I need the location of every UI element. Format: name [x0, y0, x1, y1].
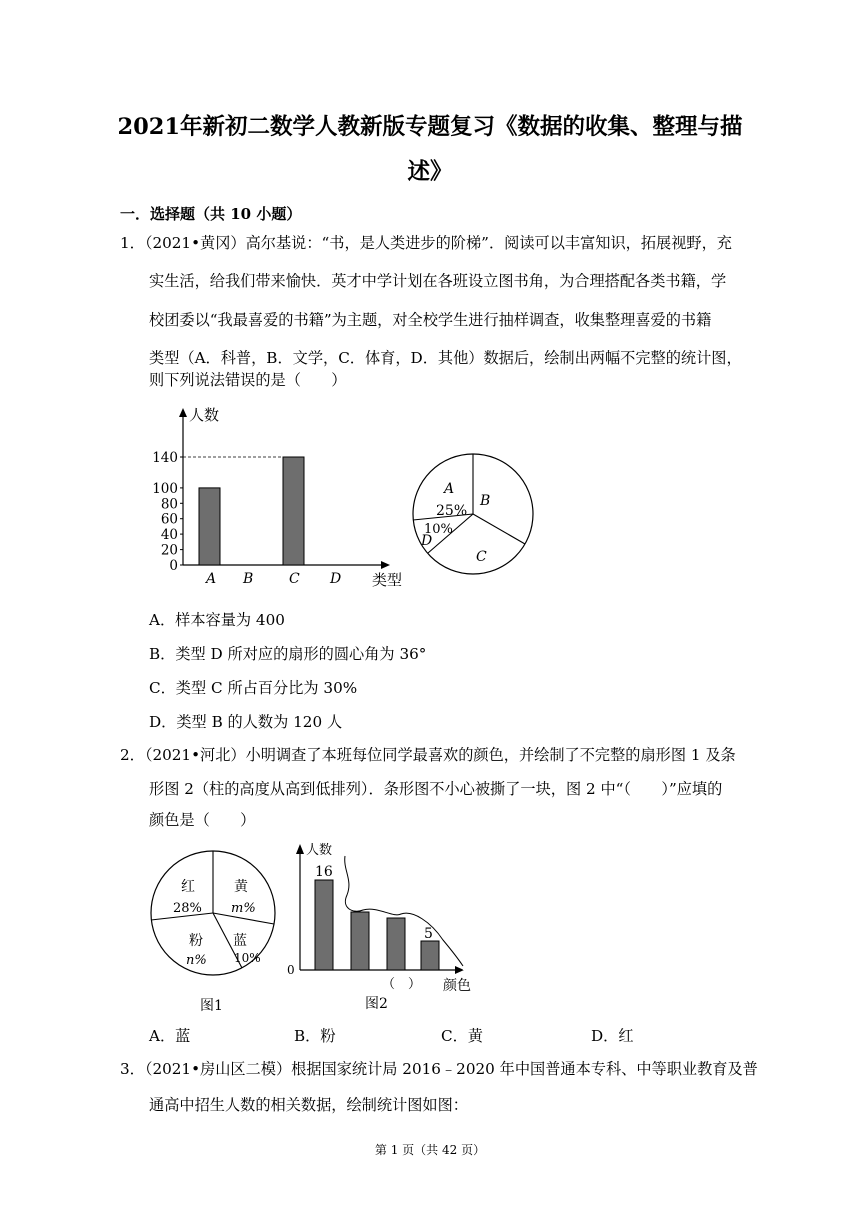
q3-line-1: 3．（2021•房山区二模）根据国家统计局 2016﹣2020 年中国普通本专科、中等职业教育及普 [120, 1060, 758, 1078]
q1-line-1: 1．（2021•黄冈）高尔基说：“书，是人类进步的阶梯”．阅读可以丰富知识，拓展视野，充 [120, 234, 732, 252]
bar2-label-16: 16 [315, 864, 333, 880]
x-tick-c: C [289, 571, 300, 587]
pie2-label-pink: 粉 [189, 933, 203, 949]
q2-line-2: 形图 2（柱的高度从高到低排列）．条形图不小心被撕了一块，图 2 中“（ ）”应填的 [149, 780, 723, 798]
x-tick-a: A [206, 571, 217, 587]
q1-bar-chart [150, 405, 415, 593]
y-tick-0: 0 [169, 558, 178, 574]
q1-pie-chart [408, 448, 538, 580]
bar-a [199, 488, 220, 565]
bar2-1 [315, 880, 333, 970]
y-tick-60: 60 [160, 511, 178, 528]
pie-label-a: A [444, 481, 455, 497]
q2-option-c[interactable]: C．黄 [441, 1027, 483, 1045]
x-axis-arrow [381, 561, 390, 569]
page-title-line1: 2021年新初二数学人教新版专题复习《数据的收集、整理与描 [117, 114, 743, 140]
q1-option-b[interactable]: B．类型 D 所对应的扇形的圆心角为 36° [149, 645, 427, 663]
pie2-percent-blue: 10% [234, 951, 261, 965]
bar-c [283, 457, 304, 565]
y-tick-20: 20 [160, 542, 178, 559]
y-axis-label: 人数 [189, 406, 220, 424]
pie2-percent-yellow: m% [231, 901, 256, 916]
section-header: 一．选择题（共 10 小题） [120, 205, 302, 223]
pie2-label-red: 红 [181, 879, 195, 895]
y-axis-arrow [179, 408, 187, 417]
x-tick-b: B [243, 571, 254, 587]
pie-percent-a: 25% [436, 503, 468, 519]
q1-line-3: 校团委以“我最喜爱的书籍”为主题，对全校学生进行抽样调查，收集整理喜爱的书籍 [149, 311, 712, 329]
origin-label: 0 [287, 963, 295, 977]
pie2-percent-pink: n% [186, 953, 207, 968]
q2-bar-chart [283, 840, 478, 1016]
q2-line-3: 颜色是（ ） [149, 811, 256, 829]
y-tick-100: 100 [152, 480, 178, 497]
pie-label-d: D [421, 533, 433, 549]
q2-option-b[interactable]: B．粉 [294, 1027, 336, 1045]
pie2-percent-red: 28% [173, 901, 202, 916]
bar2-4 [421, 941, 439, 970]
bar2-label-5: 5 [424, 926, 433, 942]
q2-line-1: 2．（2021•河北）小明调查了本班每位同学最喜欢的颜色，并绘制了不完整的扇形图 1 及条 [120, 746, 736, 764]
figure1-caption: 图1 [200, 998, 223, 1014]
q1-line-2: 实生活，给我们带来愉快．英才中学计划在各班设立图书角，为合理搭配各类书籍，学 [149, 272, 727, 290]
y-tick-140: 140 [152, 450, 178, 466]
q2-option-a[interactable]: A．蓝 [149, 1027, 191, 1045]
figure2-caption: 图2 [365, 996, 388, 1012]
pie-percent-d: 10% [424, 522, 453, 537]
y-tick-40: 40 [160, 527, 178, 544]
page-footer: 第 1 页（共 42 页） [374, 1143, 486, 1157]
bar2-2 [351, 912, 369, 970]
y-axis-2-arrow [296, 844, 304, 854]
x-axis-label: 类型 [372, 571, 403, 589]
q1-option-a[interactable]: A．样本容量为 400 [149, 611, 285, 629]
q1-option-c[interactable]: C．类型 C 所占百分比为 30% [149, 679, 358, 697]
pie2-label-yellow: 黄 [234, 879, 248, 895]
pie2-label-blue: 蓝 [233, 933, 247, 949]
x-tick-d: D [330, 571, 342, 587]
q1-option-d[interactable]: D．类型 B 的人数为 120 人 [149, 713, 343, 731]
page-title-line2: 述》 [407, 159, 453, 185]
q1-line-4: 类型（A．科普，B．文学，C．体育，D．其他）数据后，绘制出两幅不完整的统计图， [149, 349, 742, 367]
bar2-3 [387, 918, 405, 970]
bar2-missing-label: （ ） [382, 977, 422, 992]
y-axis-label-2: 人数 [306, 843, 333, 858]
q1-line-5: 则下列说法错误的是（ ） [149, 371, 347, 389]
pie-label-c: C [476, 549, 487, 565]
y-tick-80: 80 [160, 496, 178, 513]
q2-pie-chart [148, 848, 288, 1016]
q3-line-2: 通高中招生人数的相关数据，绘制统计图如图： [149, 1096, 468, 1114]
x-axis-label-2: 颜色 [443, 978, 471, 994]
pie-label-b: B [480, 493, 491, 509]
q2-option-d[interactable]: D．红 [591, 1027, 634, 1045]
